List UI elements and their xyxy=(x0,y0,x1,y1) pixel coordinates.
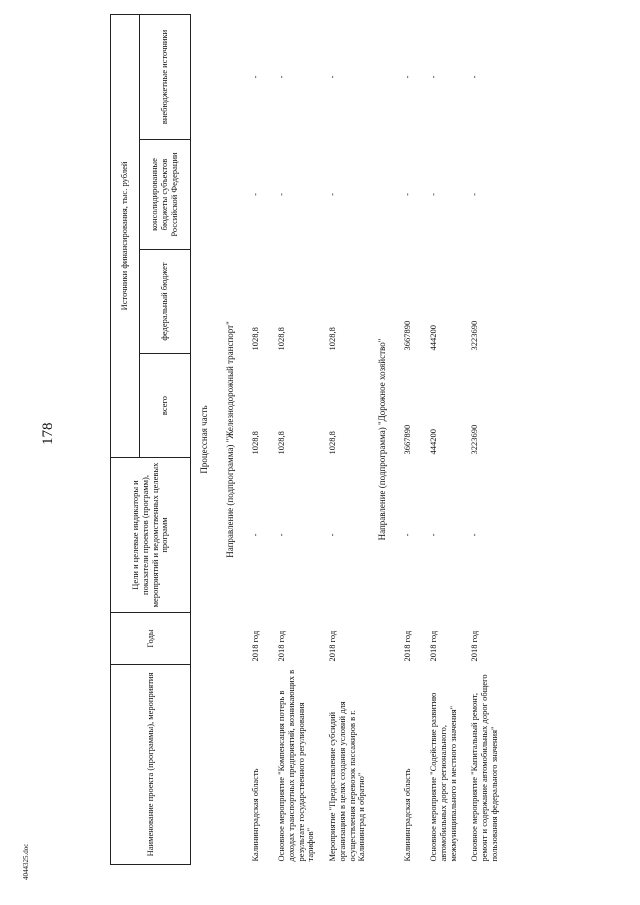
header-goals: Цели и целевые индикаторы и показатели проектов (программ), мероприятий и ведомственных целевых программ xyxy=(111,458,191,613)
row-federal: 444200 xyxy=(428,325,439,351)
row-extra: - xyxy=(428,75,439,79)
header-funding: Источники финансирования, тыс. рублей xyxy=(111,15,140,458)
row-year: 2018 год xyxy=(250,630,260,662)
row-regional: - xyxy=(327,193,338,196)
row-goals: - xyxy=(469,533,480,537)
row-name: Основное мероприятие "Компенсация потерь в доходах транспортных предприятий, возникающих в результате государственного регулирования тарифов" xyxy=(276,669,316,862)
row-name: Калининградская область xyxy=(402,768,413,862)
table-row xyxy=(318,15,369,865)
header-federal: федеральный бюджет xyxy=(140,250,191,354)
table-row xyxy=(419,15,460,865)
section-title: Направление (подпрограмма) "Дорожное хозяйство" xyxy=(377,338,388,541)
row-goals: - xyxy=(250,533,260,537)
row-extra: - xyxy=(250,75,260,79)
row-federal: 1028,8 xyxy=(327,327,338,351)
header-regional: консолидированные бюджеты субъектов Российской Федерации xyxy=(140,140,191,250)
row-regional: - xyxy=(428,193,439,196)
row-extra: - xyxy=(327,75,338,79)
table-row xyxy=(243,15,267,865)
row-regional: - xyxy=(402,193,413,196)
row-extra: - xyxy=(276,75,286,79)
header-years: Годы xyxy=(111,613,191,665)
rotated-table-area xyxy=(110,15,630,865)
row-name: Основное мероприятие "Содействие развитию автомобильных дорог регионального, межмуниципального и местного значения" xyxy=(428,692,458,862)
row-federal: 1028,8 xyxy=(250,327,260,351)
row-federal: 1028,8 xyxy=(276,327,286,351)
row-year: 2018 год xyxy=(327,630,338,662)
row-federal: 3223690 xyxy=(469,320,480,351)
row-total: 3223690 xyxy=(469,424,480,455)
header-total: всего xyxy=(140,354,191,458)
table-row xyxy=(267,15,318,865)
page-number: 178 xyxy=(40,422,56,445)
row-goals: - xyxy=(276,533,286,537)
row-goals: - xyxy=(327,533,338,537)
row-regional: - xyxy=(250,193,260,196)
funding-table xyxy=(110,14,502,865)
table-row xyxy=(395,15,419,865)
row-name: Мероприятие "Предоставление субсидий организациям в целях создания условий для осуществления перевозок пассажиров в г. Калининград и обратно" xyxy=(327,701,367,862)
row-regional: - xyxy=(469,193,480,196)
row-year: 2018 год xyxy=(402,630,413,662)
row-regional: - xyxy=(276,193,286,196)
table-row xyxy=(460,15,501,865)
row-name: Калининградская область xyxy=(250,768,260,862)
row-goals: - xyxy=(428,533,439,537)
document-id: 4044325.doc xyxy=(22,843,30,880)
row-goals: - xyxy=(402,533,413,537)
section-title: Направление (подпрограмма) "Железнодорожный транспорт" xyxy=(225,321,235,558)
row-extra: - xyxy=(402,75,413,79)
row-total: 444200 xyxy=(428,429,439,455)
row-total: 1028,8 xyxy=(250,431,260,455)
row-extra: - xyxy=(469,75,480,79)
row-total: 1028,8 xyxy=(327,431,338,455)
row-federal: 3667890 xyxy=(402,320,413,351)
row-total: 1028,8 xyxy=(276,431,286,455)
header-name: Наименование проекта (программы), мероприятия xyxy=(111,665,191,865)
row-total: 3667890 xyxy=(402,424,413,455)
section-title: Процессная часть xyxy=(199,405,209,474)
row-year: 2018 год xyxy=(469,630,480,662)
row-year: 2018 год xyxy=(276,630,286,662)
header-extra: внебюджетные источники xyxy=(140,15,191,140)
row-name: Основное мероприятие "Капитальный ремонт, ремонт и содержание автомобильных дорог общего пользования федерального значения" xyxy=(469,674,499,862)
row-year: 2018 год xyxy=(428,630,439,662)
